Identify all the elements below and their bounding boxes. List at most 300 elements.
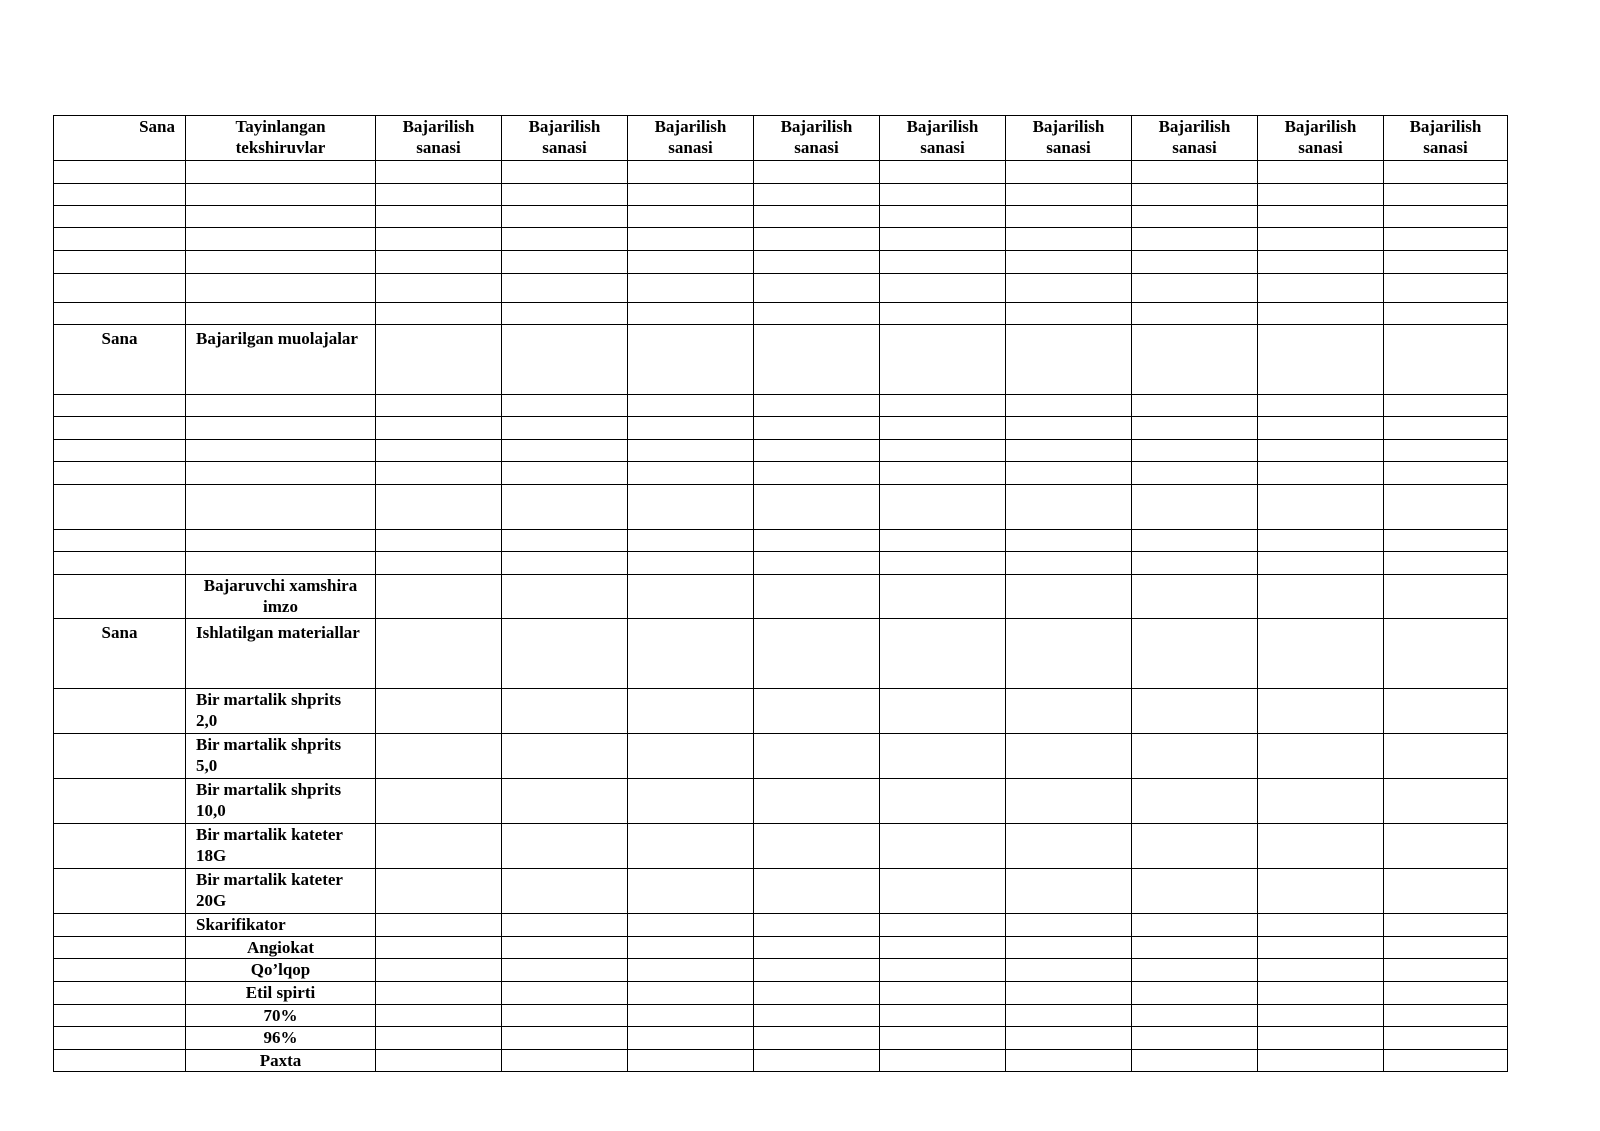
empty-cell[interactable] <box>186 228 376 251</box>
empty-cell[interactable] <box>628 440 754 462</box>
empty-cell[interactable] <box>1384 325 1508 395</box>
empty-cell[interactable] <box>54 161 186 184</box>
empty-cell[interactable] <box>376 303 502 325</box>
empty-cell[interactable] <box>754 959 880 982</box>
empty-cell[interactable] <box>376 325 502 395</box>
empty-cell[interactable] <box>186 395 376 417</box>
empty-cell[interactable] <box>628 251 754 274</box>
empty-cell[interactable] <box>880 462 1006 485</box>
empty-cell[interactable] <box>1384 575 1508 619</box>
empty-cell[interactable] <box>502 552 628 575</box>
empty-cell[interactable] <box>754 869 880 914</box>
empty-cell[interactable] <box>880 417 1006 440</box>
empty-cell[interactable] <box>1258 485 1384 530</box>
empty-cell[interactable] <box>754 937 880 959</box>
empty-cell[interactable] <box>754 462 880 485</box>
empty-cell[interactable] <box>880 575 1006 619</box>
empty-cell[interactable] <box>54 779 186 824</box>
empty-cell[interactable] <box>376 462 502 485</box>
empty-cell[interactable] <box>376 869 502 914</box>
empty-cell[interactable] <box>1006 206 1132 228</box>
empty-cell[interactable] <box>754 325 880 395</box>
empty-cell[interactable] <box>1006 462 1132 485</box>
empty-cell[interactable] <box>186 485 376 530</box>
empty-cell[interactable] <box>376 206 502 228</box>
empty-cell[interactable] <box>54 440 186 462</box>
empty-cell[interactable] <box>186 462 376 485</box>
empty-cell[interactable] <box>880 440 1006 462</box>
empty-cell[interactable] <box>54 869 186 914</box>
empty-cell[interactable] <box>754 689 880 734</box>
empty-cell[interactable] <box>1384 440 1508 462</box>
empty-cell[interactable] <box>1258 937 1384 959</box>
empty-cell[interactable] <box>376 1027 502 1050</box>
empty-cell[interactable] <box>54 937 186 959</box>
empty-cell[interactable] <box>754 619 880 689</box>
empty-cell[interactable] <box>754 1050 880 1072</box>
empty-cell[interactable] <box>1006 959 1132 982</box>
empty-cell[interactable] <box>880 395 1006 417</box>
empty-cell[interactable] <box>628 228 754 251</box>
empty-cell[interactable] <box>502 575 628 619</box>
empty-cell[interactable] <box>880 274 1006 303</box>
empty-cell[interactable] <box>754 395 880 417</box>
empty-cell[interactable] <box>1006 1005 1132 1027</box>
empty-cell[interactable] <box>1258 575 1384 619</box>
empty-cell[interactable] <box>502 982 628 1005</box>
empty-cell[interactable] <box>502 184 628 206</box>
empty-cell[interactable] <box>54 982 186 1005</box>
empty-cell[interactable] <box>628 303 754 325</box>
empty-cell[interactable] <box>502 303 628 325</box>
empty-cell[interactable] <box>754 485 880 530</box>
empty-cell[interactable] <box>502 462 628 485</box>
empty-cell[interactable] <box>628 869 754 914</box>
empty-cell[interactable] <box>1006 303 1132 325</box>
empty-cell[interactable] <box>1132 228 1258 251</box>
empty-cell[interactable] <box>754 440 880 462</box>
empty-cell[interactable] <box>880 619 1006 689</box>
empty-cell[interactable] <box>628 914 754 937</box>
empty-cell[interactable] <box>1132 251 1258 274</box>
empty-cell[interactable] <box>628 161 754 184</box>
empty-cell[interactable] <box>1132 869 1258 914</box>
empty-cell[interactable] <box>1384 228 1508 251</box>
empty-cell[interactable] <box>1258 417 1384 440</box>
empty-cell[interactable] <box>628 689 754 734</box>
empty-cell[interactable] <box>186 251 376 274</box>
empty-cell[interactable] <box>54 1005 186 1027</box>
empty-cell[interactable] <box>628 395 754 417</box>
empty-cell[interactable] <box>376 619 502 689</box>
empty-cell[interactable] <box>754 1027 880 1050</box>
empty-cell[interactable] <box>1006 395 1132 417</box>
empty-cell[interactable] <box>502 530 628 552</box>
empty-cell[interactable] <box>1258 734 1384 779</box>
empty-cell[interactable] <box>1132 1027 1258 1050</box>
empty-cell[interactable] <box>1258 303 1384 325</box>
empty-cell[interactable] <box>1132 206 1258 228</box>
empty-cell[interactable] <box>628 530 754 552</box>
empty-cell[interactable] <box>502 440 628 462</box>
empty-cell[interactable] <box>880 824 1006 869</box>
empty-cell[interactable] <box>1132 552 1258 575</box>
empty-cell[interactable] <box>754 779 880 824</box>
empty-cell[interactable] <box>1384 734 1508 779</box>
empty-cell[interactable] <box>754 161 880 184</box>
empty-cell[interactable] <box>54 689 186 734</box>
empty-cell[interactable] <box>1384 417 1508 440</box>
empty-cell[interactable] <box>376 734 502 779</box>
empty-cell[interactable] <box>1258 1050 1384 1072</box>
empty-cell[interactable] <box>186 303 376 325</box>
empty-cell[interactable] <box>1258 982 1384 1005</box>
empty-cell[interactable] <box>880 485 1006 530</box>
empty-cell[interactable] <box>54 251 186 274</box>
empty-cell[interactable] <box>1258 619 1384 689</box>
empty-cell[interactable] <box>1258 779 1384 824</box>
empty-cell[interactable] <box>1132 1050 1258 1072</box>
empty-cell[interactable] <box>628 462 754 485</box>
empty-cell[interactable] <box>628 417 754 440</box>
empty-cell[interactable] <box>628 734 754 779</box>
empty-cell[interactable] <box>54 734 186 779</box>
empty-cell[interactable] <box>1006 937 1132 959</box>
empty-cell[interactable] <box>1258 914 1384 937</box>
empty-cell[interactable] <box>54 228 186 251</box>
empty-cell[interactable] <box>1132 1005 1258 1027</box>
empty-cell[interactable] <box>754 1005 880 1027</box>
empty-cell[interactable] <box>1006 440 1132 462</box>
empty-cell[interactable] <box>754 206 880 228</box>
empty-cell[interactable] <box>1384 824 1508 869</box>
empty-cell[interactable] <box>54 184 186 206</box>
empty-cell[interactable] <box>376 779 502 824</box>
empty-cell[interactable] <box>1132 619 1258 689</box>
empty-cell[interactable] <box>880 734 1006 779</box>
empty-cell[interactable] <box>754 982 880 1005</box>
empty-cell[interactable] <box>880 530 1006 552</box>
empty-cell[interactable] <box>1132 824 1258 869</box>
empty-cell[interactable] <box>1132 530 1258 552</box>
empty-cell[interactable] <box>1258 184 1384 206</box>
empty-cell[interactable] <box>1006 869 1132 914</box>
empty-cell[interactable] <box>376 395 502 417</box>
empty-cell[interactable] <box>754 303 880 325</box>
empty-cell[interactable] <box>628 575 754 619</box>
empty-cell[interactable] <box>1006 228 1132 251</box>
empty-cell[interactable] <box>1006 779 1132 824</box>
empty-cell[interactable] <box>1132 485 1258 530</box>
empty-cell[interactable] <box>502 779 628 824</box>
empty-cell[interactable] <box>54 959 186 982</box>
empty-cell[interactable] <box>880 1027 1006 1050</box>
empty-cell[interactable] <box>1006 689 1132 734</box>
empty-cell[interactable] <box>376 417 502 440</box>
empty-cell[interactable] <box>1384 161 1508 184</box>
empty-cell[interactable] <box>54 274 186 303</box>
empty-cell[interactable] <box>1258 959 1384 982</box>
empty-cell[interactable] <box>376 530 502 552</box>
empty-cell[interactable] <box>502 485 628 530</box>
empty-cell[interactable] <box>1132 959 1258 982</box>
empty-cell[interactable] <box>502 417 628 440</box>
empty-cell[interactable] <box>1132 937 1258 959</box>
empty-cell[interactable] <box>54 1027 186 1050</box>
empty-cell[interactable] <box>1384 914 1508 937</box>
empty-cell[interactable] <box>502 619 628 689</box>
empty-cell[interactable] <box>1258 824 1384 869</box>
empty-cell[interactable] <box>1384 395 1508 417</box>
empty-cell[interactable] <box>1258 1027 1384 1050</box>
empty-cell[interactable] <box>1258 1005 1384 1027</box>
empty-cell[interactable] <box>376 228 502 251</box>
empty-cell[interactable] <box>1132 440 1258 462</box>
empty-cell[interactable] <box>376 161 502 184</box>
empty-cell[interactable] <box>376 1005 502 1027</box>
empty-cell[interactable] <box>376 184 502 206</box>
empty-cell[interactable] <box>754 824 880 869</box>
empty-cell[interactable] <box>376 485 502 530</box>
empty-cell[interactable] <box>1006 552 1132 575</box>
empty-cell[interactable] <box>54 1050 186 1072</box>
empty-cell[interactable] <box>754 417 880 440</box>
empty-cell[interactable] <box>54 417 186 440</box>
empty-cell[interactable] <box>1132 395 1258 417</box>
empty-cell[interactable] <box>502 161 628 184</box>
empty-cell[interactable] <box>502 734 628 779</box>
empty-cell[interactable] <box>1384 1050 1508 1072</box>
empty-cell[interactable] <box>628 552 754 575</box>
empty-cell[interactable] <box>880 689 1006 734</box>
empty-cell[interactable] <box>880 959 1006 982</box>
empty-cell[interactable] <box>502 251 628 274</box>
empty-cell[interactable] <box>754 184 880 206</box>
empty-cell[interactable] <box>502 1027 628 1050</box>
empty-cell[interactable] <box>1006 485 1132 530</box>
empty-cell[interactable] <box>880 325 1006 395</box>
empty-cell[interactable] <box>1384 689 1508 734</box>
empty-cell[interactable] <box>1132 779 1258 824</box>
empty-cell[interactable] <box>628 184 754 206</box>
empty-cell[interactable] <box>628 274 754 303</box>
empty-cell[interactable] <box>1132 303 1258 325</box>
empty-cell[interactable] <box>1384 530 1508 552</box>
empty-cell[interactable] <box>376 274 502 303</box>
empty-cell[interactable] <box>1132 161 1258 184</box>
empty-cell[interactable] <box>628 619 754 689</box>
empty-cell[interactable] <box>1006 417 1132 440</box>
empty-cell[interactable] <box>1384 274 1508 303</box>
empty-cell[interactable] <box>628 325 754 395</box>
empty-cell[interactable] <box>754 575 880 619</box>
empty-cell[interactable] <box>1258 869 1384 914</box>
empty-cell[interactable] <box>880 552 1006 575</box>
empty-cell[interactable] <box>1258 161 1384 184</box>
empty-cell[interactable] <box>628 959 754 982</box>
empty-cell[interactable] <box>186 440 376 462</box>
empty-cell[interactable] <box>754 552 880 575</box>
empty-cell[interactable] <box>1258 228 1384 251</box>
empty-cell[interactable] <box>186 161 376 184</box>
empty-cell[interactable] <box>880 161 1006 184</box>
empty-cell[interactable] <box>628 1005 754 1027</box>
empty-cell[interactable] <box>880 914 1006 937</box>
empty-cell[interactable] <box>376 440 502 462</box>
empty-cell[interactable] <box>628 206 754 228</box>
empty-cell[interactable] <box>376 575 502 619</box>
empty-cell[interactable] <box>1384 1027 1508 1050</box>
empty-cell[interactable] <box>376 959 502 982</box>
empty-cell[interactable] <box>1006 1027 1132 1050</box>
empty-cell[interactable] <box>186 184 376 206</box>
empty-cell[interactable] <box>502 206 628 228</box>
empty-cell[interactable] <box>1258 251 1384 274</box>
empty-cell[interactable] <box>502 274 628 303</box>
empty-cell[interactable] <box>880 982 1006 1005</box>
empty-cell[interactable] <box>880 779 1006 824</box>
empty-cell[interactable] <box>1132 734 1258 779</box>
empty-cell[interactable] <box>754 228 880 251</box>
empty-cell[interactable] <box>502 959 628 982</box>
empty-cell[interactable] <box>186 417 376 440</box>
empty-cell[interactable] <box>1384 959 1508 982</box>
empty-cell[interactable] <box>1258 325 1384 395</box>
empty-cell[interactable] <box>1006 1050 1132 1072</box>
empty-cell[interactable] <box>186 206 376 228</box>
empty-cell[interactable] <box>628 485 754 530</box>
empty-cell[interactable] <box>502 689 628 734</box>
empty-cell[interactable] <box>754 914 880 937</box>
empty-cell[interactable] <box>502 1005 628 1027</box>
empty-cell[interactable] <box>376 914 502 937</box>
empty-cell[interactable] <box>1384 184 1508 206</box>
empty-cell[interactable] <box>376 824 502 869</box>
empty-cell[interactable] <box>1006 184 1132 206</box>
empty-cell[interactable] <box>502 937 628 959</box>
empty-cell[interactable] <box>880 869 1006 914</box>
empty-cell[interactable] <box>1132 462 1258 485</box>
empty-cell[interactable] <box>754 251 880 274</box>
empty-cell[interactable] <box>880 251 1006 274</box>
empty-cell[interactable] <box>186 530 376 552</box>
empty-cell[interactable] <box>754 734 880 779</box>
empty-cell[interactable] <box>54 462 186 485</box>
empty-cell[interactable] <box>1006 530 1132 552</box>
empty-cell[interactable] <box>502 869 628 914</box>
empty-cell[interactable] <box>1384 485 1508 530</box>
empty-cell[interactable] <box>1006 161 1132 184</box>
empty-cell[interactable] <box>376 689 502 734</box>
empty-cell[interactable] <box>880 184 1006 206</box>
empty-cell[interactable] <box>1384 251 1508 274</box>
empty-cell[interactable] <box>186 274 376 303</box>
empty-cell[interactable] <box>1258 206 1384 228</box>
empty-cell[interactable] <box>54 575 186 619</box>
empty-cell[interactable] <box>376 552 502 575</box>
empty-cell[interactable] <box>1132 689 1258 734</box>
empty-cell[interactable] <box>1384 206 1508 228</box>
empty-cell[interactable] <box>1132 274 1258 303</box>
empty-cell[interactable] <box>628 779 754 824</box>
empty-cell[interactable] <box>1384 982 1508 1005</box>
empty-cell[interactable] <box>1006 251 1132 274</box>
empty-cell[interactable] <box>1132 184 1258 206</box>
empty-cell[interactable] <box>1006 619 1132 689</box>
empty-cell[interactable] <box>54 395 186 417</box>
empty-cell[interactable] <box>754 274 880 303</box>
empty-cell[interactable] <box>1258 689 1384 734</box>
empty-cell[interactable] <box>1384 779 1508 824</box>
empty-cell[interactable] <box>502 228 628 251</box>
empty-cell[interactable] <box>1258 395 1384 417</box>
empty-cell[interactable] <box>54 552 186 575</box>
empty-cell[interactable] <box>1006 982 1132 1005</box>
empty-cell[interactable] <box>54 824 186 869</box>
empty-cell[interactable] <box>502 325 628 395</box>
empty-cell[interactable] <box>54 206 186 228</box>
empty-cell[interactable] <box>1258 530 1384 552</box>
empty-cell[interactable] <box>880 303 1006 325</box>
empty-cell[interactable] <box>1006 824 1132 869</box>
empty-cell[interactable] <box>186 552 376 575</box>
empty-cell[interactable] <box>1132 914 1258 937</box>
empty-cell[interactable] <box>376 251 502 274</box>
empty-cell[interactable] <box>1132 575 1258 619</box>
empty-cell[interactable] <box>54 303 186 325</box>
empty-cell[interactable] <box>1132 325 1258 395</box>
empty-cell[interactable] <box>1258 440 1384 462</box>
empty-cell[interactable] <box>1258 462 1384 485</box>
empty-cell[interactable] <box>1006 734 1132 779</box>
empty-cell[interactable] <box>54 914 186 937</box>
empty-cell[interactable] <box>1006 325 1132 395</box>
empty-cell[interactable] <box>502 1050 628 1072</box>
empty-cell[interactable] <box>880 1050 1006 1072</box>
empty-cell[interactable] <box>1258 552 1384 575</box>
empty-cell[interactable] <box>1384 462 1508 485</box>
empty-cell[interactable] <box>628 1027 754 1050</box>
empty-cell[interactable] <box>880 206 1006 228</box>
empty-cell[interactable] <box>1006 914 1132 937</box>
empty-cell[interactable] <box>1384 869 1508 914</box>
empty-cell[interactable] <box>1384 303 1508 325</box>
empty-cell[interactable] <box>376 982 502 1005</box>
empty-cell[interactable] <box>502 824 628 869</box>
empty-cell[interactable] <box>54 485 186 530</box>
empty-cell[interactable] <box>628 937 754 959</box>
empty-cell[interactable] <box>628 824 754 869</box>
empty-cell[interactable] <box>1132 417 1258 440</box>
empty-cell[interactable] <box>628 982 754 1005</box>
empty-cell[interactable] <box>1384 1005 1508 1027</box>
empty-cell[interactable] <box>880 937 1006 959</box>
empty-cell[interactable] <box>376 1050 502 1072</box>
empty-cell[interactable] <box>1258 274 1384 303</box>
empty-cell[interactable] <box>1384 937 1508 959</box>
empty-cell[interactable] <box>54 530 186 552</box>
empty-cell[interactable] <box>502 914 628 937</box>
empty-cell[interactable] <box>880 228 1006 251</box>
empty-cell[interactable] <box>1132 982 1258 1005</box>
empty-cell[interactable] <box>502 395 628 417</box>
empty-cell[interactable] <box>754 530 880 552</box>
empty-cell[interactable] <box>628 1050 754 1072</box>
empty-cell[interactable] <box>880 1005 1006 1027</box>
empty-cell[interactable] <box>1006 274 1132 303</box>
empty-cell[interactable] <box>1006 575 1132 619</box>
empty-cell[interactable] <box>376 937 502 959</box>
